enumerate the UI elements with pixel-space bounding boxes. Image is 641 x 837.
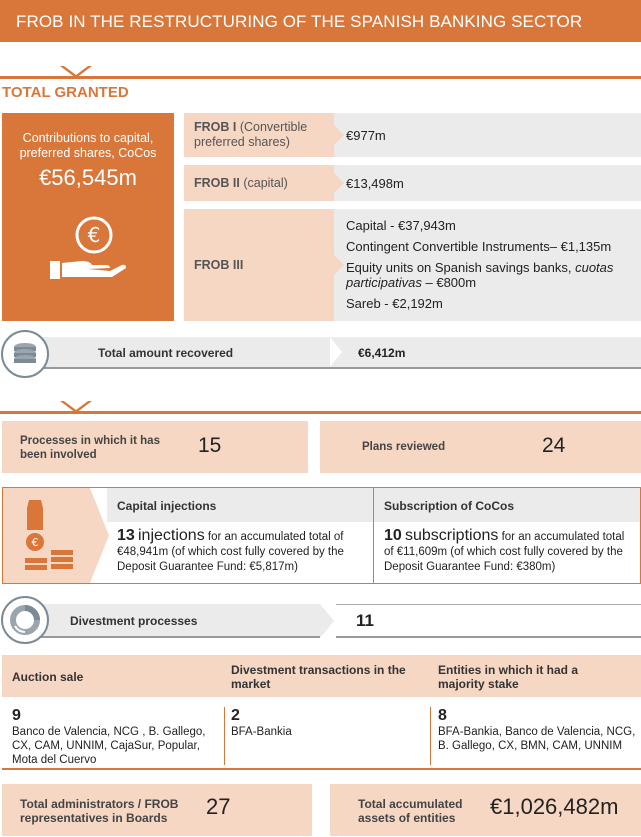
frob3-sareb: Sareb - €2,192m bbox=[346, 296, 443, 311]
recovered-value: €6,412m bbox=[358, 346, 406, 360]
capital-injections-body bbox=[117, 528, 365, 575]
col-majority-cell bbox=[438, 707, 638, 753]
page-title: FROB IN THE RESTRUCTURING OF THE SPANISH BANKING SECTOR bbox=[0, 0, 641, 42]
cocos-count: 10 bbox=[384, 527, 402, 544]
frob2-tag bbox=[184, 165, 334, 201]
frob3-equity-suffix: – €800m bbox=[425, 275, 477, 290]
frob1-detail: (Convertible preferred shares) bbox=[194, 120, 308, 149]
frob3-cci: Contingent Convertible Instruments– €1,135m bbox=[346, 239, 612, 254]
section-divider-2 bbox=[0, 401, 641, 415]
divestment-table-body bbox=[2, 697, 641, 770]
contributions-box bbox=[2, 113, 174, 321]
administrators-label: Total administrators / FROB representatives in Boards bbox=[20, 797, 179, 825]
divestment-bar bbox=[20, 604, 641, 638]
frob3-equity-italic: cuotas participativas bbox=[346, 260, 614, 290]
frob3-tag bbox=[184, 209, 334, 321]
capital-icon-box bbox=[3, 488, 109, 583]
market-list: BFA-Bankia bbox=[231, 726, 292, 738]
frob2-detail: (capital) bbox=[243, 175, 288, 190]
cocos-body bbox=[384, 528, 636, 575]
processes-box bbox=[2, 421, 308, 473]
majority-list: BFA-Bankia, Banco de Valencia, NCG, B. Gallego, CX, BMN, CAM, UNNIM bbox=[438, 726, 636, 752]
frob3-equity bbox=[346, 260, 636, 290]
frob3-capital: Capital - €37,943m bbox=[346, 218, 456, 233]
frob2-row bbox=[184, 165, 641, 201]
processes-value: 15 bbox=[198, 434, 222, 457]
pie-cycle-icon bbox=[1, 596, 49, 644]
administrators-box bbox=[2, 784, 312, 836]
col-market-cell bbox=[231, 707, 421, 739]
frob3-name: FROB III bbox=[194, 257, 244, 272]
plans-value: 24 bbox=[542, 434, 566, 457]
assets-value: €1,026,482m bbox=[490, 794, 619, 819]
auction-list: Banco de Valencia, NCG , B. Gallego, CX, CAM, UNNIM, CajaSur, Popular, Mota del Cuervo bbox=[12, 726, 206, 766]
assets-label: Total accumulated assets of entities bbox=[358, 797, 463, 825]
frob3-row bbox=[184, 209, 641, 321]
divestment-value: 11 bbox=[356, 611, 374, 630]
contributions-label: Contributions to capital, preferred shares, CoCos bbox=[19, 131, 157, 160]
capital-section bbox=[2, 487, 641, 584]
coin-hand-icon bbox=[15, 498, 85, 578]
processes-label: Processes in which it has been involved bbox=[20, 435, 160, 461]
svg-text:€: € bbox=[31, 536, 39, 549]
market-count: 2 bbox=[231, 707, 240, 724]
cocos-word: subscriptions bbox=[405, 527, 499, 544]
total-granted-title: TOTAL GRANTED bbox=[2, 84, 129, 101]
frob1-row bbox=[184, 113, 641, 157]
divestment-table-header bbox=[2, 655, 641, 697]
euro-hand-icon bbox=[48, 215, 128, 285]
recovered-divider bbox=[330, 337, 342, 367]
frob1-name: FROB I bbox=[194, 120, 237, 134]
capital-injections-text: for an accumulated total of €48,941m (of which cost fully covered by the Deposit Guarantee Fund: €5,817m) bbox=[117, 531, 344, 573]
recovered-bar bbox=[20, 337, 641, 369]
recovered-label: Total amount recovered bbox=[98, 346, 234, 360]
divestment-right bbox=[336, 604, 641, 638]
table-divider-1 bbox=[224, 707, 225, 765]
plans-label: Plans reviewed bbox=[362, 441, 446, 453]
cocos-text: for an accumulated total of €11,609m (of which cost fully covered by the Deposit Guarantee Fund: €380m) bbox=[384, 531, 625, 573]
plans-box bbox=[320, 421, 641, 473]
assets-box bbox=[330, 784, 641, 836]
cocos-title: Subscription of CoCos bbox=[374, 488, 640, 522]
table-divider-2 bbox=[430, 707, 431, 765]
capital-injections-word: injections bbox=[138, 527, 205, 544]
majority-count: 8 bbox=[438, 707, 447, 724]
divestment-arrow bbox=[320, 604, 334, 638]
frob1-tag bbox=[184, 113, 334, 157]
col-market-head: Divestment transactions in the market bbox=[231, 663, 406, 691]
col-majority-head: Entities in which it had a majority stake bbox=[438, 663, 579, 691]
section-divider bbox=[0, 66, 641, 80]
capital-injections-count: 13 bbox=[117, 527, 135, 544]
frob3-equity-prefix: Equity units on Spanish savings banks, bbox=[346, 260, 572, 275]
svg-text:€: € bbox=[87, 223, 101, 247]
contributions-amount: €56,545m bbox=[39, 165, 137, 190]
capital-divider bbox=[373, 488, 374, 583]
divestment-label: Divestment processes bbox=[70, 614, 198, 628]
frob2-value: €13,498m bbox=[346, 176, 404, 191]
capital-injections-title: Capital injections bbox=[107, 488, 373, 522]
auction-count: 9 bbox=[12, 707, 21, 724]
col-auction-cell bbox=[12, 707, 222, 767]
frob1-value: €977m bbox=[346, 128, 386, 143]
col-auction-head: Auction sale bbox=[12, 670, 84, 684]
frob2-name: FROB II bbox=[194, 175, 240, 190]
administrators-value: 27 bbox=[206, 794, 231, 819]
coins-stack-icon bbox=[1, 330, 49, 378]
